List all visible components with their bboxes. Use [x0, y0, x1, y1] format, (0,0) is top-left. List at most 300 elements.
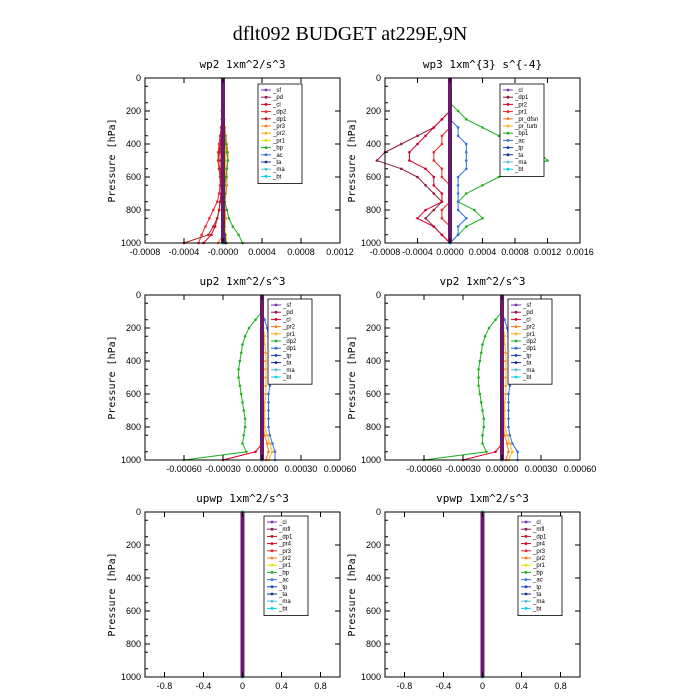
series-point	[457, 225, 460, 228]
legend-marker	[265, 103, 268, 106]
series-point	[465, 225, 468, 228]
legend-label: _bt	[273, 174, 282, 181]
series-point	[267, 418, 270, 421]
legend-marker	[271, 607, 274, 610]
legend-marker	[265, 125, 268, 128]
legend-marker	[525, 549, 528, 552]
series-point	[424, 209, 427, 212]
series-point	[216, 201, 219, 204]
y-tick-label: 200	[365, 106, 381, 116]
series-point	[507, 426, 510, 429]
legend-marker	[275, 325, 278, 328]
y-tick-label: 1000	[360, 672, 381, 682]
legend-label: _pr1	[279, 563, 292, 570]
series-point	[457, 126, 460, 129]
x-tick-label: -0.4	[195, 681, 212, 691]
legend-marker	[507, 125, 510, 128]
chart-title: vpwp 1xm^2/s^3	[436, 492, 529, 505]
legend-marker	[515, 368, 518, 371]
legend-marker	[525, 578, 528, 581]
legend-marker	[515, 361, 518, 364]
series-point	[267, 409, 270, 412]
legend-label: _pd	[523, 310, 534, 317]
series-point	[267, 451, 270, 454]
x-tick-label: -0.00060	[406, 464, 442, 474]
series-point	[483, 426, 486, 429]
legend-label: _dp2	[273, 109, 287, 116]
series-point	[216, 217, 219, 220]
y-tick-label: 1000	[120, 672, 141, 682]
y-tick-label: 200	[125, 106, 141, 116]
x-tick-label: -0.00030	[205, 464, 241, 474]
series-point	[481, 217, 484, 220]
y-tick-label: 200	[125, 323, 141, 333]
legend-marker	[275, 340, 278, 343]
series-line-cl	[223, 312, 262, 461]
series-point	[254, 319, 257, 322]
series-point	[244, 418, 247, 421]
legend-label: _ta	[523, 360, 532, 367]
x-tick-label: 0	[479, 681, 486, 691]
x-tick-label: 0.00000	[245, 464, 279, 474]
legend-label: _pr3	[279, 548, 292, 555]
chart-title: wp3 1xm^{3} s^{-4}	[422, 58, 543, 71]
y-tick-label: 800	[365, 422, 381, 432]
plot-frame	[145, 78, 340, 243]
series-point	[480, 401, 483, 404]
series-line-dp2	[184, 312, 262, 461]
legend-marker	[275, 376, 278, 379]
chart-panel-5	[107, 492, 340, 691]
legend-label: _pr3	[533, 548, 546, 555]
y-tick-label: 600	[125, 606, 141, 616]
series-point	[433, 225, 436, 228]
y-tick-label: 400	[365, 356, 381, 366]
y-tick-label: 1000	[120, 455, 141, 465]
series-point	[509, 385, 512, 388]
legend-marker	[525, 557, 528, 560]
legend-marker	[265, 146, 268, 149]
series-point	[433, 192, 436, 195]
chart-panel-6	[347, 492, 580, 691]
series-point	[239, 360, 242, 363]
legend-marker	[507, 89, 510, 92]
legend-marker	[275, 368, 278, 371]
series-point	[226, 151, 229, 154]
series-point	[265, 376, 268, 379]
series-point	[506, 442, 509, 445]
series-point	[244, 426, 247, 429]
legend-label: _tp	[279, 584, 288, 591]
y-tick-label: 400	[125, 573, 141, 583]
series-point	[265, 352, 268, 355]
x-tick-label: 0.00000	[485, 464, 519, 474]
y-tick-label: 0	[375, 290, 381, 300]
legend-label: _pr1	[515, 109, 528, 116]
legend-label: _ma	[533, 599, 545, 606]
legend-marker	[515, 311, 518, 314]
series-point	[248, 327, 251, 330]
series-point	[509, 434, 512, 437]
y-tick-label: 0	[375, 507, 381, 517]
legend-marker	[525, 535, 528, 538]
legend-marker	[525, 542, 528, 545]
series-point	[204, 225, 207, 228]
y-axis-label: Pressure [hPa]	[347, 118, 358, 203]
legend-marker	[515, 318, 518, 321]
legend-label: _mfl	[279, 527, 291, 534]
series-point	[480, 352, 483, 355]
series-point	[376, 159, 379, 162]
x-tick-label: -0.8	[156, 681, 173, 691]
y-tick-label: 0	[135, 73, 141, 83]
legend-label: _pr_turb	[515, 124, 538, 130]
chart-title: up2 1xm^2/s^3	[199, 275, 286, 288]
legend-marker	[515, 304, 518, 307]
legend-marker	[515, 325, 518, 328]
y-tick-label: 800	[125, 422, 141, 432]
legend-label: _ac	[515, 138, 525, 145]
legend-marker	[507, 168, 510, 171]
series-point	[408, 159, 411, 162]
legend-label: _pr2	[533, 556, 546, 562]
series-line-dp1	[184, 95, 223, 244]
series-point	[457, 176, 460, 179]
series-point	[441, 234, 444, 237]
chart-panel-1	[107, 58, 354, 257]
legend-marker	[275, 361, 278, 364]
legend	[500, 84, 544, 176]
legend-label: _ta	[515, 152, 524, 159]
legend	[258, 84, 302, 184]
x-tick-label: -0.0004	[168, 247, 200, 257]
series-point	[408, 151, 411, 154]
series-point	[267, 393, 270, 396]
legend-label: _tp	[515, 145, 524, 152]
series-point	[473, 209, 476, 212]
legend-label: _pr1	[523, 331, 536, 338]
series-point	[481, 126, 484, 129]
y-tick-label: 400	[125, 139, 141, 149]
series-point	[267, 426, 270, 429]
legend-label: _pr_dfsn	[515, 116, 539, 123]
legend-label: _ta	[279, 592, 288, 598]
series-point	[208, 217, 211, 220]
series-point	[433, 209, 436, 212]
series-point	[243, 409, 246, 412]
series-point	[465, 159, 468, 162]
x-tick-label: 0.0012	[326, 247, 354, 257]
series-point	[457, 184, 460, 187]
series-point	[228, 217, 231, 220]
series-point	[516, 451, 519, 454]
series-point	[457, 192, 460, 195]
legend-marker	[507, 110, 510, 113]
legend	[508, 299, 552, 384]
legend-marker	[525, 564, 528, 567]
legend-marker	[271, 564, 274, 567]
legend-label: _sf	[523, 303, 532, 309]
y-tick-label: 600	[365, 389, 381, 399]
series-point	[494, 451, 497, 454]
series-point	[237, 376, 240, 379]
legend-label: _dp2	[283, 339, 297, 345]
series-point	[507, 409, 510, 412]
series-point	[457, 110, 460, 113]
legend-marker	[507, 103, 510, 106]
series-point	[481, 409, 484, 412]
legend-marker	[525, 600, 528, 603]
legend-marker	[515, 340, 518, 343]
series-point	[210, 234, 213, 237]
y-tick-label: 400	[125, 356, 141, 366]
series-point	[441, 143, 444, 146]
legend-label: _pr2	[523, 324, 536, 331]
series-point	[465, 143, 468, 146]
series-point	[266, 434, 269, 437]
series-point	[245, 451, 248, 454]
y-tick-label: 0	[135, 507, 141, 517]
y-axis-label: Pressure [hPa]	[347, 552, 358, 637]
series-point	[232, 225, 235, 228]
legend-marker	[271, 528, 274, 531]
series-point	[416, 135, 419, 138]
legend-label: _mfl	[533, 527, 545, 534]
series-point	[505, 393, 508, 396]
legend-label: _dp1	[273, 116, 287, 123]
series-point	[507, 418, 510, 421]
series-point	[243, 434, 246, 437]
series-point	[271, 442, 274, 445]
legend-label: _dp1	[515, 95, 529, 102]
legend-marker	[265, 139, 268, 142]
legend-marker	[271, 549, 274, 552]
series-point	[506, 434, 509, 437]
legend-marker	[515, 347, 518, 350]
legend	[518, 516, 562, 616]
y-tick-label: 600	[125, 172, 141, 182]
legend-label: _pr2	[515, 102, 528, 109]
legend-label: _pr2	[279, 556, 292, 562]
legend-marker	[271, 578, 274, 581]
series-point	[207, 234, 210, 237]
series-point	[424, 135, 427, 138]
series-point	[265, 360, 268, 363]
series-point	[441, 176, 444, 179]
legend-label: _pr2	[283, 324, 296, 331]
series-point	[218, 209, 221, 212]
y-tick-label: 800	[365, 639, 381, 649]
y-tick-label: 200	[365, 323, 381, 333]
series-point	[269, 434, 272, 437]
series-point	[505, 376, 508, 379]
legend-marker	[507, 153, 510, 156]
legend-label: _cl	[515, 88, 523, 94]
series-point	[507, 451, 510, 454]
legend-marker	[507, 161, 510, 164]
legend-label: _cl	[283, 317, 291, 324]
legend-label: _ta	[283, 360, 292, 367]
legend-label: _tp	[523, 353, 532, 360]
legend-marker	[271, 585, 274, 588]
series-point	[424, 184, 427, 187]
x-tick-label: -0.0008	[369, 247, 401, 257]
series-point	[483, 418, 486, 421]
legend-marker	[515, 354, 518, 357]
legend-marker	[507, 96, 510, 99]
legend-label: _ma	[515, 160, 527, 166]
legend-label: _ta	[533, 592, 542, 598]
series-point	[241, 442, 244, 445]
series-point	[465, 168, 468, 171]
x-tick-label: 0.0008	[287, 247, 315, 257]
legend-marker	[265, 153, 268, 156]
y-axis-label: Pressure [hPa]	[107, 335, 118, 420]
series-point	[400, 168, 403, 171]
series-point	[441, 118, 444, 121]
legend-label: _sf	[283, 303, 292, 309]
x-tick-label: 0.0004	[248, 247, 276, 257]
legend-marker	[265, 96, 268, 99]
legend-label: _tp	[283, 353, 292, 360]
chart-title: vp2 1xm^2/s^3	[439, 275, 526, 288]
series-point	[457, 201, 460, 204]
x-tick-label: -0.0004	[402, 247, 433, 257]
series-point	[484, 335, 487, 338]
chart-panel-4	[347, 275, 596, 474]
series-point	[511, 442, 514, 445]
series-point	[265, 385, 268, 388]
series-point	[457, 209, 460, 212]
series-point	[465, 151, 468, 154]
series-point	[481, 343, 484, 346]
series-point	[479, 393, 482, 396]
x-tick-label: 0.0012	[533, 247, 562, 257]
legend-marker	[275, 354, 278, 357]
x-tick-label: 0.8	[314, 681, 327, 691]
series-point	[265, 368, 268, 371]
legend-label: _bp	[533, 570, 544, 577]
series-point	[481, 434, 484, 437]
legend-marker	[271, 593, 274, 596]
y-tick-label: 200	[365, 540, 381, 550]
series-point	[254, 451, 257, 454]
legend-marker	[265, 110, 268, 113]
legend-label: _pr2	[273, 131, 286, 138]
legend-marker	[265, 89, 268, 92]
series-point	[239, 385, 242, 388]
legend-label: _pd	[283, 310, 294, 317]
y-tick-label: 400	[365, 139, 381, 149]
chart-title: wp2 1xm^2/s^3	[199, 58, 286, 71]
legend-label: _pr1	[283, 331, 296, 338]
series-point	[481, 442, 484, 445]
y-tick-label: 800	[125, 639, 141, 649]
x-tick-label: 0.00060	[323, 464, 357, 474]
series-point	[441, 192, 444, 195]
legend-label: _dp1	[533, 534, 547, 541]
series-point	[433, 126, 436, 129]
legend-label: _ma	[279, 599, 291, 606]
series-point	[441, 201, 444, 204]
legend-marker	[525, 521, 528, 524]
y-tick-label: 600	[365, 172, 381, 182]
y-axis-label: Pressure [hPa]	[107, 552, 118, 637]
series-point	[505, 360, 508, 363]
legend-marker	[265, 132, 268, 135]
legend-label: _ac	[273, 152, 283, 159]
legend-marker	[525, 585, 528, 588]
series-point	[481, 184, 484, 187]
legend-label: _bp1	[515, 131, 529, 138]
x-tick-label: 0	[239, 681, 246, 691]
legend-marker	[275, 347, 278, 350]
legend-marker	[265, 175, 268, 178]
x-tick-label: 0.0000	[436, 247, 464, 257]
series-point	[477, 385, 480, 388]
series-point	[237, 234, 240, 237]
legend-marker	[271, 557, 274, 560]
x-tick-label: -0.0000	[207, 247, 239, 257]
legend-label: _ta	[273, 160, 282, 166]
legend-label: _pr3	[273, 124, 286, 130]
x-tick-label: -0.0008	[129, 247, 161, 257]
series-point	[416, 217, 419, 220]
series-point	[477, 376, 480, 379]
series-point	[494, 319, 497, 322]
legend-marker	[271, 521, 274, 524]
series-point	[266, 442, 269, 445]
legend-label: _ma	[273, 167, 285, 174]
legend-marker	[525, 528, 528, 531]
series-point	[241, 401, 244, 404]
series-point	[505, 385, 508, 388]
series-point	[240, 393, 243, 396]
x-tick-label: 0.0004	[468, 247, 497, 257]
series-point	[505, 352, 508, 355]
series-point	[511, 451, 514, 454]
legend-marker	[271, 571, 274, 574]
series-point	[507, 401, 510, 404]
legend-marker	[515, 376, 518, 379]
chart-panel-2	[347, 58, 594, 257]
series-point	[433, 184, 436, 187]
legend-label: _bt	[283, 375, 292, 381]
legend-label: _dp2	[523, 339, 537, 345]
legend-label: _ma	[283, 367, 295, 374]
series-point	[226, 168, 229, 171]
series-point	[477, 368, 480, 371]
legend-marker	[265, 168, 268, 171]
series-point	[240, 352, 243, 355]
series-point	[505, 368, 508, 371]
series-point	[507, 393, 510, 396]
figure-title: dflt092 BUDGET at229E,9N	[232, 23, 468, 45]
series-point	[400, 143, 403, 146]
y-axis-label: Pressure [hPa]	[347, 335, 358, 420]
series-point	[269, 385, 272, 388]
legend-label: _cl	[533, 520, 541, 526]
legend-marker	[275, 332, 278, 335]
series-point	[488, 327, 491, 330]
series-point	[433, 151, 436, 154]
y-tick-label: 0	[375, 73, 381, 83]
series-point	[465, 192, 468, 195]
x-tick-label: 0.0016	[566, 247, 594, 257]
x-tick-label: 0.4	[515, 681, 528, 691]
series-point	[441, 209, 444, 212]
y-tick-label: 600	[125, 389, 141, 399]
